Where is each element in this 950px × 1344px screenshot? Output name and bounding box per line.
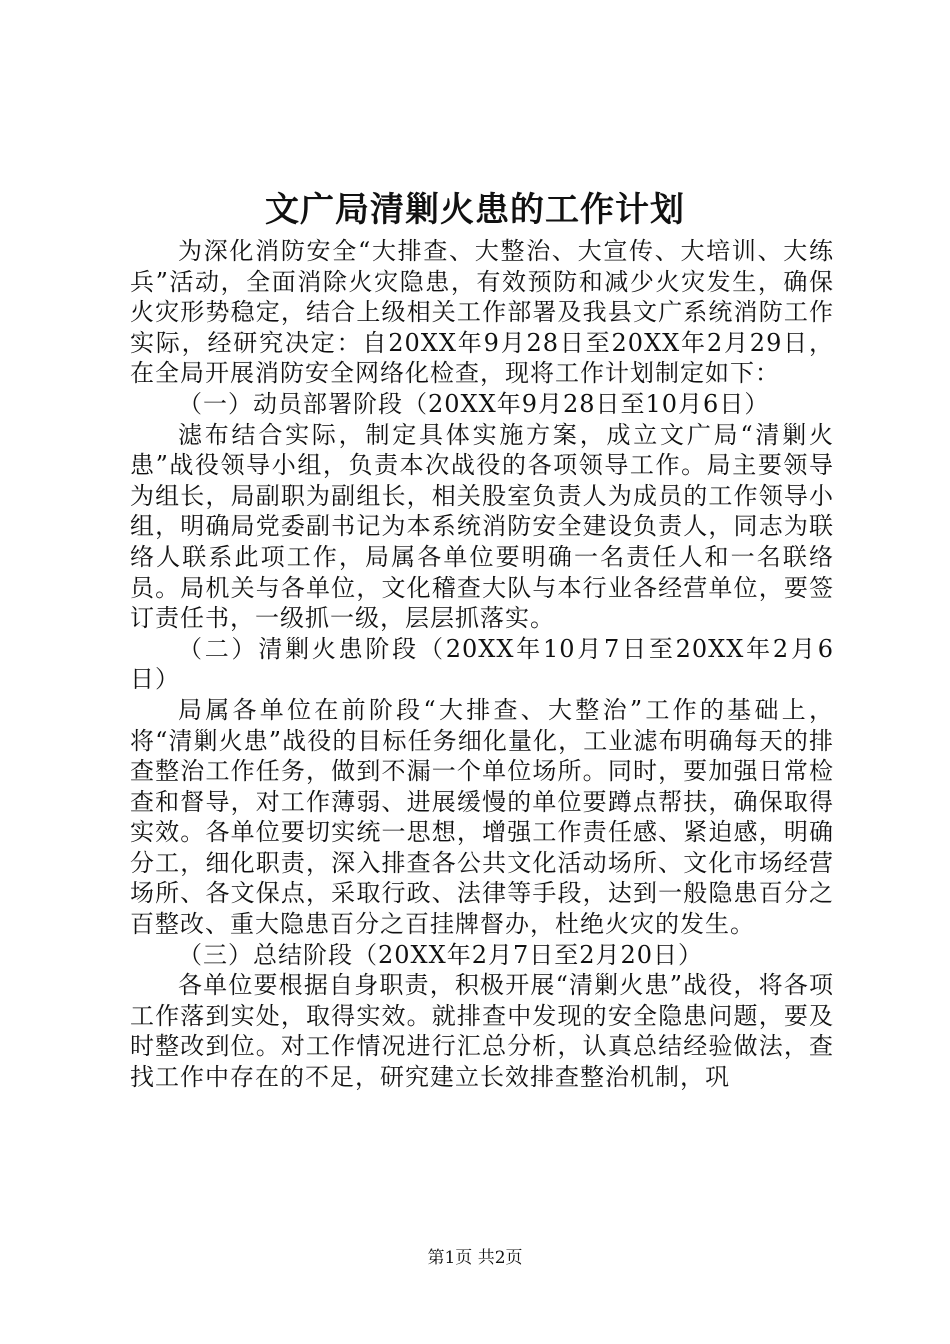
section-paragraph-3: 各单位要根据自身职责，积极开展“清剿火患”战役，将各项工作落到实处，取得实效。就排查中发现的安全隐患问题，要及时整改到位。对工作情况进行汇总分析，认真总结经验做法，查找工作中存在的不足，研究建立长效排查整治机制，巩 (130, 971, 834, 1092)
document-body (130, 236, 834, 1093)
document-title: 文广局清剿火患的工作计划 (265, 190, 685, 230)
page-footer: 第1页 共2页 (427, 1248, 523, 1268)
section-heading-1: （一）动员部署阶段（20XX年9月28日至10月6日） (178, 389, 770, 418)
section-heading-2: （二）清剿火患阶段（20XX年10月7日至20XX年2月6日） (130, 634, 834, 694)
section-paragraph-1: 滤布结合实际，制定具体实施方案，成立文广局“清剿火患”战役领导小组，负责本次战役的各项领导工作。局主要领导为组长，局副职为副组长，相关股室负责人为成员的工作领导小组，明确局党委副书记为本系统消防安全建设负责人，同志为联络人联系此项工作，局属各单位要明确一名责任人和一名联络员。局机关与各单位，文化稽查大队与本行业各经营单位，要签订责任书，一级抓一级，层层抓落实。 (130, 420, 834, 633)
section-paragraph-2: 局属各单位在前阶段“大排查、大整治”工作的基础上，将“清剿火患”战役的目标任务细化量化，工业滤布明确每天的排查整治工作任务，做到不漏一个单位场所。同时，要加强日常检查和督导，对工作薄弱、进展缓慢的单位要蹲点帮扶，确保取得实效。各单位要切实统一思想，增强工作责任感、紧迫感，明确分工，细化职责，深入排查各公共文化活动场所、文化市场经营场所、各文保点，采取行政、法律等手段，达到一般隐患百分之百整改、重大隐患百分之百挂牌督办，杜绝火灾的发生。 (130, 695, 834, 939)
intro-paragraph: 为深化消防安全“大排查、大整治、大宣传、大培训、大练兵”活动，全面消除火灾隐患，有效预防和减少火灾发生，确保火灾形势稳定，结合上级相关工作部署及我县文广系统消防工作实际，经研究决定：自20XX年9月28日至20XX年2月29日，在全局开展消防安全网络化检查，现将工作计划制定如下： (130, 237, 834, 388)
section-heading-3: （三）总结阶段（20XX年2月7日至2月20日） (178, 940, 704, 969)
